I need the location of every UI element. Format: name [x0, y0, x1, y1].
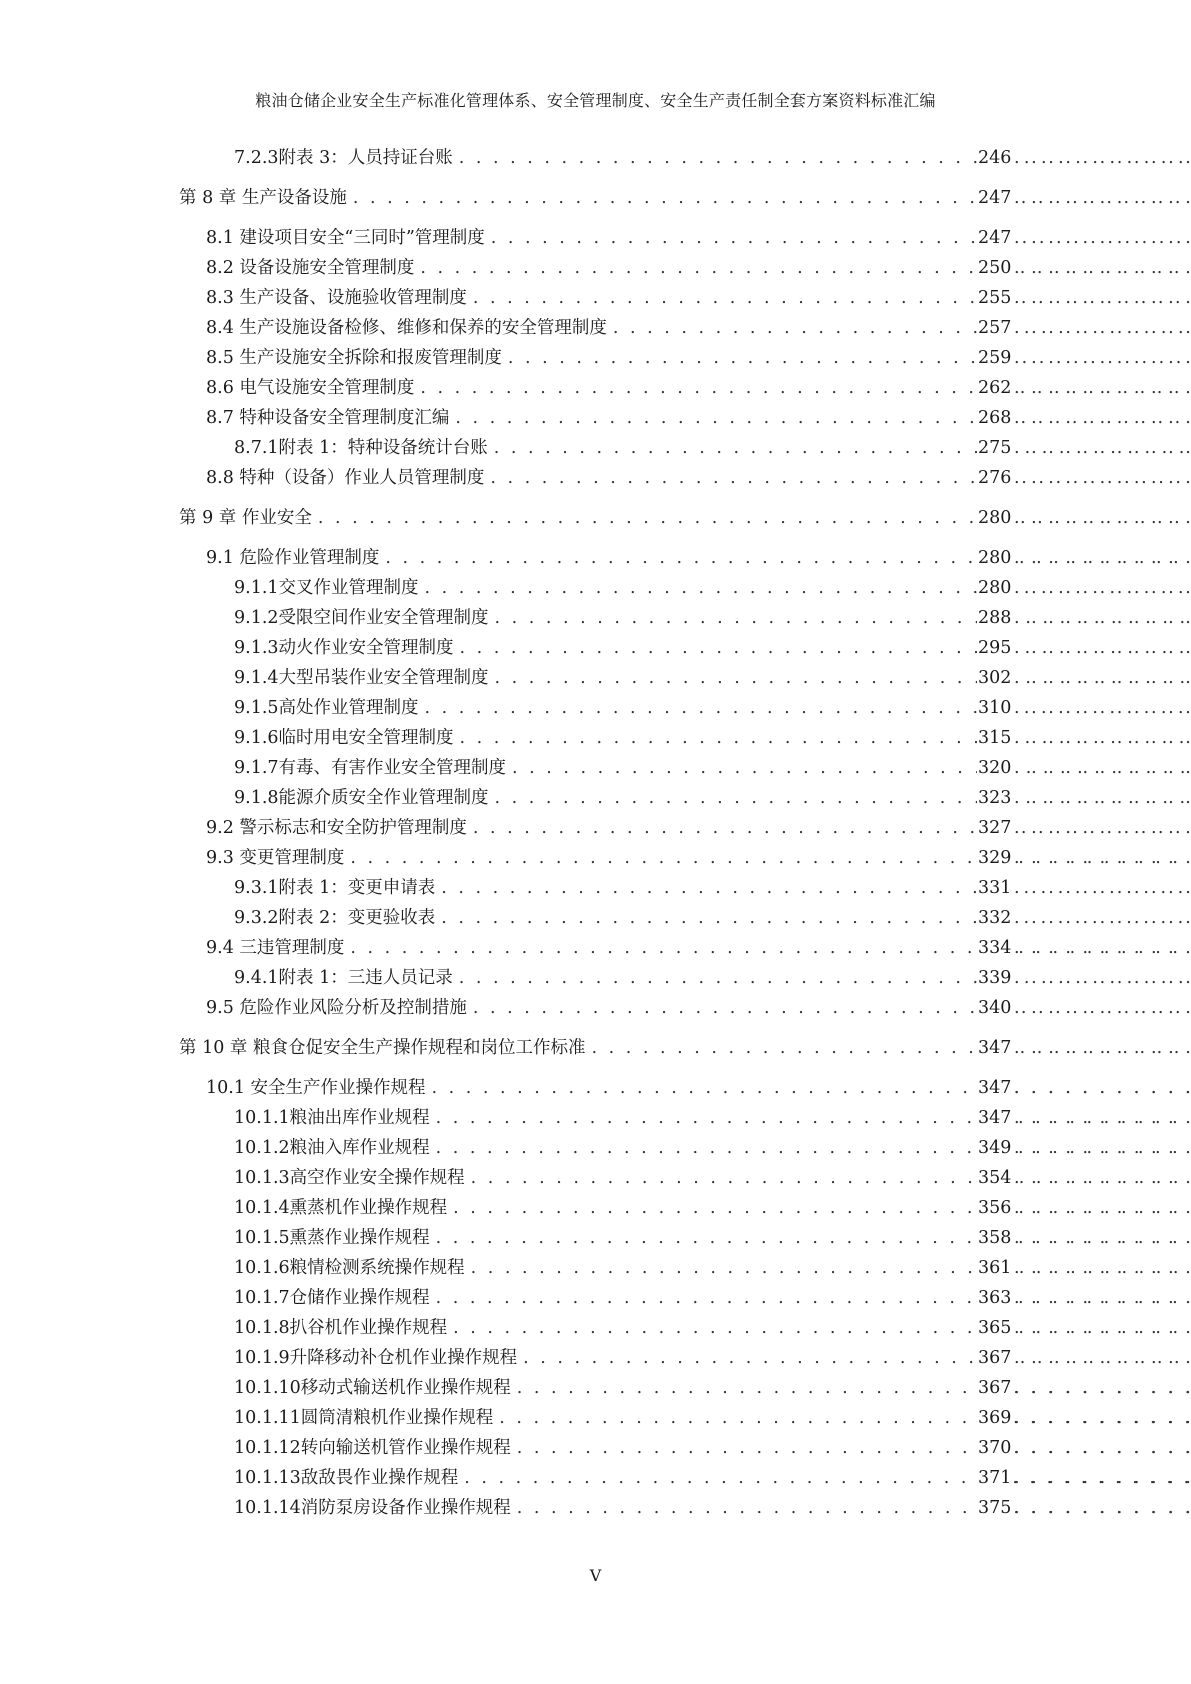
- toc-entry[interactable]: [234, 1466, 1191, 1490]
- toc-entry[interactable]: [206, 546, 1191, 570]
- toc-page-number: 367: [977, 1376, 1014, 1400]
- dot-leader-tail: [1014, 1316, 1191, 1340]
- toc-page-number: 280: [977, 576, 1014, 600]
- toc-entry-title: 8.1 建设项目安全“三同时”管理制度: [206, 228, 485, 248]
- toc-page-number: 375: [977, 1496, 1014, 1520]
- toc-page-number: 329: [977, 846, 1014, 870]
- toc-entry-title: 10.1.8扒谷机作业操作规程: [234, 1318, 448, 1338]
- toc-entry-title: 8.7.1附表 1：特种设备统计台账: [234, 438, 488, 458]
- toc-entry[interactable]: [234, 576, 1191, 600]
- toc-page-number: 340: [977, 996, 1014, 1020]
- dot-leader-tail: [1014, 546, 1191, 570]
- toc-entry[interactable]: [206, 936, 1191, 960]
- toc-entry[interactable]: [234, 1286, 1191, 1310]
- toc-entry[interactable]: [234, 1106, 1191, 1130]
- toc-page-number: 280: [977, 546, 1014, 570]
- toc-page-number: 339: [977, 966, 1014, 990]
- toc-page-number: 367: [977, 1346, 1014, 1370]
- dot-leader-tail: [1014, 636, 1191, 660]
- dot-leader-tail: [1014, 786, 1191, 810]
- toc-page-number: 347: [977, 1036, 1014, 1060]
- toc-entry-title: 7.2.3附表 3：人员持证台账: [234, 148, 453, 168]
- toc-entry[interactable]: [206, 466, 1191, 490]
- toc-page-number: 255: [977, 286, 1014, 310]
- toc-page-number: 361: [977, 1256, 1014, 1280]
- toc-entry-title: 10.1 安全生产作业操作规程: [206, 1078, 426, 1098]
- toc-page-number: 280: [977, 506, 1014, 530]
- toc-entry[interactable]: [234, 1376, 1191, 1400]
- toc-entry-title: 8.2 设备设施安全管理制度: [206, 258, 415, 278]
- toc-page-number: 331: [977, 876, 1014, 900]
- toc-entry-title: 9.1.4大型吊装作业安全管理制度: [234, 668, 489, 688]
- toc-entry-title: 9.1 危险作业管理制度: [206, 548, 380, 568]
- dot-leader-tail: [1014, 1406, 1191, 1430]
- toc-page-number: 320: [977, 756, 1014, 780]
- dot-leader-tail: [1014, 286, 1191, 310]
- toc-entry-title: 10.1.10移动式输送机作业操作规程: [234, 1378, 511, 1398]
- toc-entry-title: 10.1.9升降移动补仓机作业操作规程: [234, 1348, 518, 1368]
- toc-entry-title: 9.3.1附表 1：变更申请表: [234, 878, 436, 898]
- toc-entry[interactable]: [234, 1436, 1191, 1460]
- toc-page-number: 247: [977, 226, 1014, 250]
- toc-entry-title: 10.1.6粮情检测系统操作规程: [234, 1258, 465, 1278]
- toc-entry-title: 10.1.5熏蒸作业操作规程: [234, 1228, 430, 1248]
- dot-leader-tail: [1014, 346, 1191, 370]
- dot-leader-tail: [1014, 606, 1191, 630]
- toc-page-number: 365: [977, 1316, 1014, 1340]
- toc-entry[interactable]: [234, 906, 1191, 930]
- toc-entry[interactable]: [234, 1406, 1191, 1430]
- toc-entry-title: 9.1.6临时用电安全管理制度: [234, 728, 454, 748]
- toc-page-number: 370: [977, 1436, 1014, 1460]
- dot-leader-tail: [1014, 936, 1191, 960]
- toc-entry[interactable]: [206, 846, 1191, 870]
- dot-leader-tail: [1014, 1256, 1191, 1280]
- toc-entry-title: 8.5 生产设施安全拆除和报废管理制度: [206, 348, 502, 368]
- toc-entry-title: 10.1.13敌敌畏作业操作规程: [234, 1468, 459, 1488]
- toc-page-number: 295: [977, 636, 1014, 660]
- dot-leader-tail: [1014, 1196, 1191, 1220]
- toc-entry-title: 第 9 章 作业安全: [179, 508, 312, 528]
- toc-entry[interactable]: [206, 316, 1191, 340]
- toc-page-number: 369: [977, 1406, 1014, 1430]
- dot-leader-tail: [1014, 876, 1191, 900]
- dot-leader-tail: [1014, 576, 1191, 600]
- toc-entry[interactable]: [206, 816, 1191, 840]
- toc-entry-title: 8.8 特种（设备）作业人员管理制度: [206, 468, 485, 488]
- toc-page-number: 275: [977, 436, 1014, 460]
- toc-entry[interactable]: [234, 1256, 1191, 1280]
- dot-leader-tail: [1014, 376, 1191, 400]
- dot-leader-tail: [1014, 816, 1191, 840]
- toc-entry[interactable]: [206, 406, 1191, 430]
- toc-page-number: 302: [977, 666, 1014, 690]
- toc-entry-title: 第 10 章 粮食仓促安全生产操作规程和岗位工作标准: [179, 1038, 586, 1058]
- dot-leader-tail: [1014, 726, 1191, 750]
- toc-page-number: 310: [977, 696, 1014, 720]
- toc-page-number: 262: [977, 376, 1014, 400]
- toc-entry-title: 9.3 变更管理制度: [206, 848, 345, 868]
- toc-page-number: 327: [977, 816, 1014, 840]
- page-number: V: [589, 1566, 602, 1585]
- toc-entry-title: 9.1.7有毒、有害作业安全管理制度: [234, 758, 507, 778]
- toc-entry-title: 10.1.7仓储作业操作规程: [234, 1288, 430, 1308]
- dot-leader-tail: [1014, 1136, 1191, 1160]
- toc-entry-title: 9.2 警示标志和安全防护管理制度: [206, 818, 467, 838]
- toc-entry-title: 10.1.1粮油出库作业规程: [234, 1108, 430, 1128]
- dot-leader-tail: [1014, 226, 1191, 250]
- dot-leader-tail: [1014, 256, 1191, 280]
- toc-entry[interactable]: [206, 286, 1191, 310]
- toc-page-number: 259: [977, 346, 1014, 370]
- dot-leader-tail: [1014, 1036, 1191, 1060]
- toc-entry-title: 8.7 特种设备安全管理制度汇编: [206, 408, 450, 428]
- toc-entry[interactable]: [234, 636, 1191, 660]
- dot-leader-tail: [1014, 756, 1191, 780]
- toc-entry[interactable]: [206, 256, 1191, 280]
- toc-page-number: 268: [977, 406, 1014, 430]
- toc-entry-title: 10.1.14消防泵房设备作业操作规程: [234, 1498, 511, 1518]
- toc-entry[interactable]: [234, 726, 1191, 750]
- toc-entry[interactable]: [234, 786, 1191, 810]
- dot-leader-tail: [1014, 1286, 1191, 1310]
- toc-entry[interactable]: [234, 666, 1191, 690]
- toc-entry-title: 9.1.3动火作业安全管理制度: [234, 638, 454, 658]
- toc-page-number: 354: [977, 1166, 1014, 1190]
- toc-entry[interactable]: [234, 756, 1191, 780]
- toc-page-number: 347: [977, 1106, 1014, 1130]
- dot-leader-tail: [1014, 696, 1191, 720]
- toc-entry-title: 9.1.5高处作业管理制度: [234, 698, 419, 718]
- toc-entry[interactable]: [234, 876, 1191, 900]
- toc-entry-title: 10.1.3高空作业安全操作规程: [234, 1168, 465, 1188]
- dot-leader-tail: [1014, 1106, 1191, 1130]
- dot-leader-tail: [1014, 186, 1191, 210]
- dot-leader-tail: [1014, 406, 1191, 430]
- toc-page-number: 323: [977, 786, 1014, 810]
- dot-leader-tail: [1014, 906, 1191, 930]
- toc-entry-title: 第 8 章 生产设备设施: [179, 188, 347, 208]
- toc-entry[interactable]: [206, 1076, 1191, 1100]
- toc-entry[interactable]: [234, 1166, 1191, 1190]
- toc-entry-title: 8.3 生产设备、设施验收管理制度: [206, 288, 467, 308]
- dot-leader-tail: [1014, 1226, 1191, 1250]
- toc-entry-title: 10.1.11圆筒清粮机作业操作规程: [234, 1408, 494, 1428]
- toc-page-number: 315: [977, 726, 1014, 750]
- toc-page-number: 334: [977, 936, 1014, 960]
- toc-page-number: 288: [977, 606, 1014, 630]
- dot-leader-tail: [1014, 1466, 1191, 1490]
- toc-entry[interactable]: [234, 966, 1191, 990]
- toc-entry-title: 9.1.8能源介质安全作业管理制度: [234, 788, 489, 808]
- toc-entry[interactable]: [234, 1346, 1191, 1370]
- running-header: 粮油仓储企业安全生产标准化管理体系、安全管理制度、安全生产责任制全套方案资料标准汇编: [255, 91, 936, 110]
- dot-leader-tail: [1014, 1166, 1191, 1190]
- toc-page-number: 246: [977, 146, 1014, 170]
- toc-entry-title: 9.3.2附表 2：变更验收表: [234, 908, 436, 928]
- toc-entry[interactable]: [234, 146, 1191, 170]
- toc-chapter-entry[interactable]: [179, 1036, 1191, 1060]
- toc-entry-title: 10.1.12转向输送机管作业操作规程: [234, 1438, 511, 1458]
- toc-entry[interactable]: [234, 1316, 1191, 1340]
- dot-leader-tail: [1014, 316, 1191, 340]
- dot-leader-tail: [1014, 996, 1191, 1020]
- toc-chapter-entry[interactable]: [179, 186, 1191, 210]
- dot-leader-tail: [1014, 1496, 1191, 1520]
- toc-entry-title: 9.4 三违管理制度: [206, 938, 345, 958]
- toc-entry-title: 8.6 电气设施安全管理制度: [206, 378, 415, 398]
- toc-entry-title: 9.5 危险作业风险分析及控制措施: [206, 998, 467, 1018]
- toc-page-number: 371: [977, 1466, 1014, 1490]
- toc-entry[interactable]: [234, 1226, 1191, 1250]
- dot-leader-tail: [1014, 506, 1191, 530]
- dot-leader-tail: [1014, 146, 1191, 170]
- dot-leader-tail: [1014, 666, 1191, 690]
- dot-leader-tail: [1014, 1346, 1191, 1370]
- toc-entry[interactable]: [234, 606, 1191, 630]
- toc-entry[interactable]: [206, 376, 1191, 400]
- dot-leader-tail: [1014, 466, 1191, 490]
- toc-page-number: 250: [977, 256, 1014, 280]
- toc-page-number: 332: [977, 906, 1014, 930]
- toc-entry[interactable]: [234, 1496, 1191, 1520]
- toc-entry-title: 9.4.1附表 1：三违人员记录: [234, 968, 453, 988]
- toc-entry[interactable]: [206, 996, 1191, 1020]
- toc-page-number: 347: [977, 1076, 1014, 1100]
- toc-entry[interactable]: [234, 436, 1191, 460]
- toc-page-number: 257: [977, 316, 1014, 340]
- toc-entry-title: 9.1.1交叉作业管理制度: [234, 578, 419, 598]
- toc-entry-title: 8.4 生产设施设备检修、维修和保养的安全管理制度: [206, 318, 607, 338]
- toc-entry[interactable]: [234, 1196, 1191, 1220]
- dot-leader-tail: [1014, 1376, 1191, 1400]
- toc-page-number: 247: [977, 186, 1014, 210]
- dot-leader-tail: [1014, 1076, 1191, 1100]
- toc-entry[interactable]: [234, 1136, 1191, 1160]
- toc-entry[interactable]: [234, 696, 1191, 720]
- toc-entry[interactable]: [206, 226, 1191, 250]
- dot-leader-tail: [1014, 1436, 1191, 1460]
- toc-chapter-entry[interactable]: [179, 506, 1191, 530]
- toc-entry-title: 10.1.4熏蒸机作业操作规程: [234, 1198, 448, 1218]
- toc-page-number: 349: [977, 1136, 1014, 1160]
- toc-page-number: 358: [977, 1226, 1014, 1250]
- toc-page-number: 363: [977, 1286, 1014, 1310]
- dot-leader-tail: [1014, 966, 1191, 990]
- toc-page-number: 276: [977, 466, 1014, 490]
- toc-entry-title: 9.1.2受限空间作业安全管理制度: [234, 608, 489, 628]
- dot-leader-tail: [1014, 846, 1191, 870]
- toc-entry[interactable]: [206, 346, 1191, 370]
- dot-leader-tail: [1014, 436, 1191, 460]
- toc-page-number: 356: [977, 1196, 1014, 1220]
- toc-entry-title: 10.1.2粮油入库作业规程: [234, 1138, 430, 1158]
